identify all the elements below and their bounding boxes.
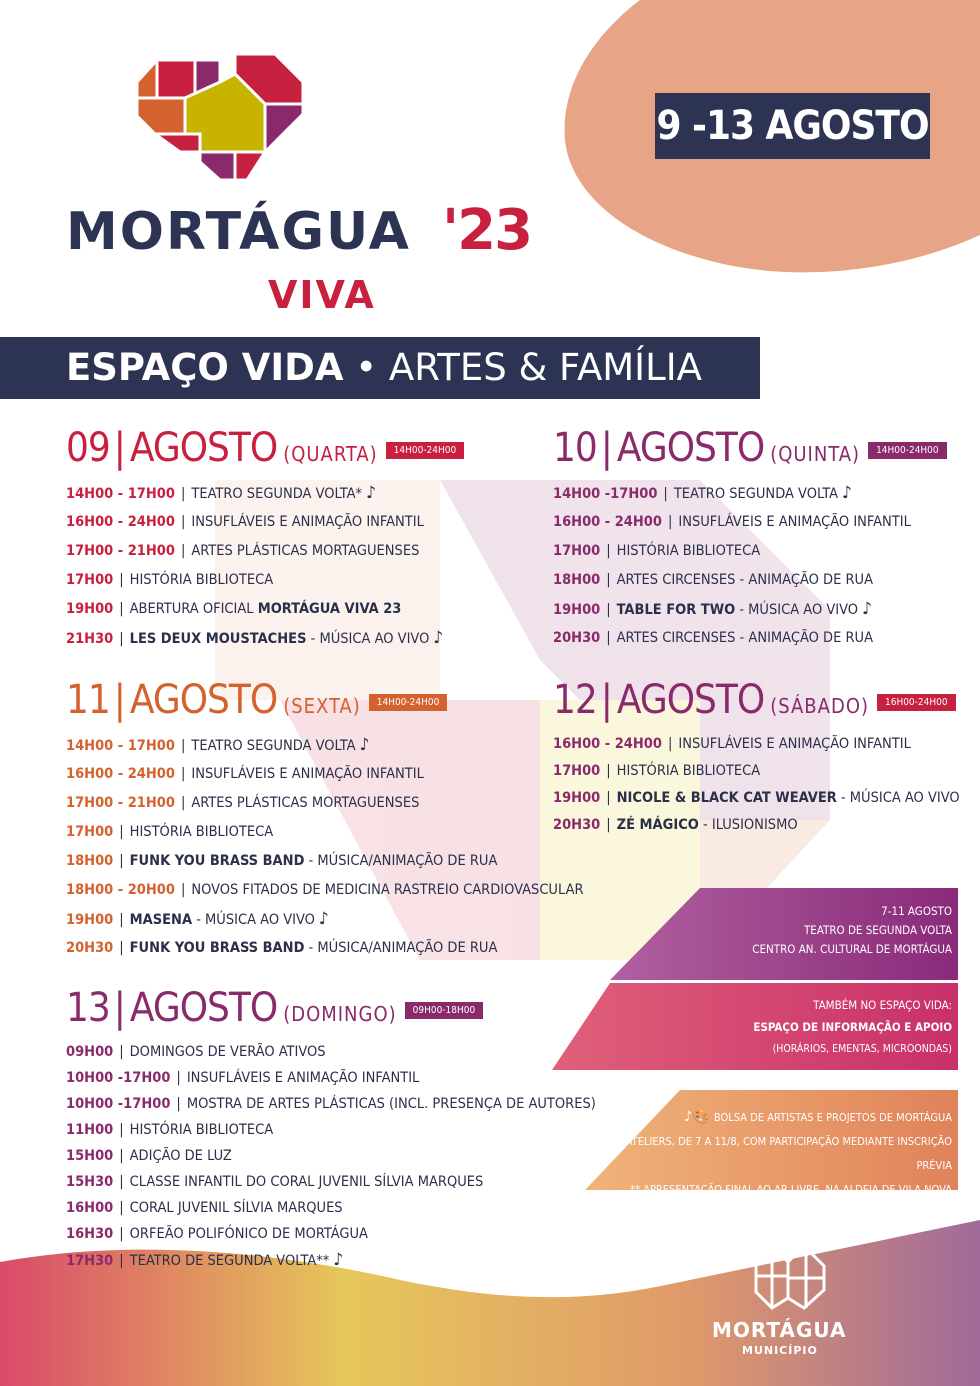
event-row	[66, 876, 584, 905]
event-title-part: CORAL JUVENIL SÍLVIA MARQUES	[129, 1200, 343, 1216]
event-time: 16H30	[66, 1226, 114, 1242]
logo-tagline: VIVA	[268, 273, 376, 317]
event-title-part: INSUFLÁVEIS E ANIMAÇÃO INFANTIL	[191, 514, 424, 530]
palette-music-icon: ♪🎨	[684, 1109, 714, 1125]
event-row	[66, 1143, 596, 1169]
event-list	[66, 479, 464, 653]
day-header	[66, 425, 464, 471]
event-separator: |	[119, 601, 124, 617]
event-time: 20H30	[553, 817, 601, 833]
logo-name: MORTÁGUA	[66, 202, 411, 262]
event-row	[553, 785, 960, 812]
event-title-part: CLASSE INFANTIL DO CORAL JUVENIL SÍLVIA MARQUES	[129, 1174, 484, 1190]
event-title-part: TEATRO SEGUNDA VOLTA	[191, 738, 356, 754]
event-separator: |	[119, 853, 124, 869]
event-row	[66, 1195, 596, 1221]
notes-panel	[585, 1105, 952, 1202]
day-weekday: (QUINTA)	[770, 442, 861, 466]
day-hours-badge: 16H00-24H00	[877, 694, 956, 711]
event-time: 09H00	[66, 1044, 114, 1060]
section-bullet: •	[355, 346, 378, 389]
info-panel-intro: TAMBÉM NO ESPAÇO VIDA:	[813, 998, 952, 1012]
event-separator: |	[606, 572, 611, 588]
day-block-10	[553, 425, 947, 653]
event-separator: |	[119, 912, 124, 928]
event-list	[553, 731, 960, 839]
date-banner: 9 -13 AGOSTO	[655, 93, 930, 159]
theatre-panel	[700, 902, 952, 959]
event-title-part: - MÚSICA AO VIVO	[735, 602, 859, 618]
event-row	[553, 758, 960, 785]
day-number: 11	[66, 677, 110, 723]
event-separator: |	[606, 630, 611, 646]
day-separator: |	[113, 985, 126, 1031]
day-header	[553, 425, 947, 471]
event-title-part: - MÚSICA AO VIVO	[306, 631, 430, 647]
event-row	[66, 847, 584, 876]
event-row	[553, 624, 947, 653]
event-title-part: TEATRO SEGUNDA VOLTA	[673, 486, 839, 502]
event-time: 19H00	[553, 790, 601, 806]
day-month: AGOSTO	[616, 425, 765, 471]
day-weekday: (SEXTA)	[283, 694, 361, 718]
event-separator: |	[119, 572, 124, 588]
event-list	[66, 731, 584, 963]
event-time: 15H30	[66, 1174, 114, 1190]
event-time: 17H00	[553, 763, 601, 779]
event-title-part: HISTÓRIA BIBLIOTECA	[616, 543, 761, 559]
event-separator: |	[180, 882, 186, 898]
event-title-part: NICOLE & BLACK CAT WEAVER	[616, 790, 837, 806]
event-time: 18H00	[553, 572, 601, 588]
event-title-part: ARTES CIRCENSES - ANIMAÇÃO DE RUA	[616, 630, 874, 646]
day-month: AGOSTO	[129, 425, 278, 471]
day-header	[66, 985, 596, 1031]
event-row	[553, 731, 960, 758]
event-separator: |	[119, 1253, 124, 1269]
event-row	[66, 508, 464, 537]
day-block-09	[66, 425, 464, 653]
section-title-light: ARTES & FAMÍLIA	[388, 346, 702, 389]
event-row	[66, 934, 584, 963]
event-time: 18H00	[66, 853, 114, 869]
event-separator: |	[180, 486, 186, 502]
event-time: 16H00 - 24H00	[66, 514, 175, 530]
event-row	[66, 760, 584, 789]
event-title-part: INSUFLÁVEIS E ANIMAÇÃO INFANTIL	[191, 766, 424, 782]
music-palette-icon: ♪	[359, 735, 370, 755]
event-time: 17H00	[553, 543, 601, 559]
event-time: 16H00	[66, 1200, 114, 1216]
info-panel-title: ESPAÇO DE INFORMAÇÃO E APOIO	[753, 1020, 952, 1034]
event-row	[66, 1091, 596, 1117]
event-title-part: - ILUSIONISMO	[698, 817, 798, 833]
event-title-part: INSUFLÁVEIS E ANIMAÇÃO INFANTIL	[186, 1070, 420, 1086]
event-row	[66, 566, 464, 595]
footer-subtitle: MUNICÍPIO	[742, 1344, 818, 1357]
event-time: 19H00	[66, 912, 114, 928]
event-separator: |	[119, 824, 124, 840]
event-time: 16H00 - 24H00	[553, 736, 662, 752]
event-row	[553, 537, 947, 566]
event-separator: |	[606, 602, 611, 618]
event-time: 10H00 -17H00	[66, 1070, 171, 1086]
theatre-panel-dates: 7-11 AGOSTO	[881, 904, 952, 918]
event-separator: |	[119, 1200, 124, 1216]
day-block-11	[66, 677, 584, 963]
event-time: 11H00	[66, 1122, 114, 1138]
day-weekday: (DOMINGO)	[283, 1002, 397, 1026]
event-title-part: ADIÇÃO DE LUZ	[129, 1148, 232, 1164]
notes-artists: BOLSA DE ARTISTAS E PROJETOS DE MORTÁGUA	[713, 1111, 952, 1124]
event-row	[66, 731, 584, 760]
event-title-part: INSUFLÁVEIS E ANIMAÇÃO INFANTIL	[678, 736, 911, 752]
section-title-bar	[0, 337, 760, 399]
event-title-part: ORFEÃO POLIFÓNICO DE MORTÁGUA	[129, 1226, 368, 1242]
event-row	[553, 812, 960, 839]
event-title-part: - MÚSICA/ANIMAÇÃO DE RUA	[304, 940, 498, 956]
day-block-13	[66, 985, 596, 1273]
section-title-bold: ESPAÇO VIDA	[66, 346, 344, 389]
day-hours-badge: 09H00-18H00	[405, 1002, 484, 1019]
day-hours-badge: 14H00-24H00	[386, 442, 465, 459]
event-title-part: LES DEUX MOUSTACHES	[129, 631, 307, 647]
event-time: 20H30	[553, 630, 601, 646]
event-row	[553, 595, 947, 624]
event-row	[66, 1117, 596, 1143]
event-title-part: - MÚSICA/ANIMAÇÃO DE RUA	[304, 853, 498, 869]
theatre-panel-venue: CENTRO AN. CULTURAL DE MORTÁGUA	[752, 942, 952, 956]
event-time: 20H30	[66, 940, 114, 956]
event-row	[66, 1221, 596, 1247]
event-row	[66, 818, 584, 847]
event-separator: |	[180, 795, 186, 811]
event-separator: |	[176, 1070, 181, 1086]
music-palette-icon: ♪	[318, 909, 329, 929]
day-weekday: (QUARTA)	[283, 442, 378, 466]
event-title-part: ARTES PLÁSTICAS MORTAGUENSES	[191, 543, 420, 559]
music-palette-icon: ♪	[433, 628, 444, 648]
day-weekday: (SÁBADO)	[770, 694, 869, 718]
event-time: 16H00 - 24H00	[553, 514, 662, 530]
event-separator: |	[119, 631, 124, 647]
notes-footnote-1: * 5 ATELIERS, DE 7 A 11/8, COM PARTICIPAÇÃO MEDIANTE INSCRIÇÃO PRÉVIA	[608, 1135, 952, 1172]
event-list	[553, 479, 947, 653]
day-month: AGOSTO	[129, 677, 278, 723]
event-title-part: HISTÓRIA BIBLIOTECA	[129, 1122, 274, 1138]
event-row	[66, 537, 464, 566]
event-time: 14H00 -17H00	[553, 486, 658, 502]
event-time: 17H00 - 21H00	[66, 543, 175, 559]
event-separator: |	[180, 738, 186, 754]
event-time: 17H00 - 21H00	[66, 795, 175, 811]
day-hours-badge: 14H00-24H00	[868, 442, 947, 459]
event-separator: |	[663, 486, 668, 502]
event-separator: |	[119, 1226, 124, 1242]
info-panel-detail: (HORÁRIOS, EMENTAS, MICROONDAS)	[772, 1043, 952, 1055]
logo-year: '23	[442, 198, 532, 263]
event-separator: |	[119, 1044, 124, 1060]
event-title-part: MOSTRA DE ARTES PLÁSTICAS (INCL. PRESENÇA DE AUTORES)	[186, 1096, 596, 1112]
day-month: AGOSTO	[129, 985, 278, 1031]
event-title-part: ZÉ MÁGICO	[616, 817, 699, 833]
theatre-panel-title: TEATRO DE SEGUNDA VOLTA	[803, 923, 952, 937]
day-separator: |	[600, 677, 613, 723]
heart-logo-icon	[135, 52, 305, 182]
music-palette-icon: ♪	[366, 483, 376, 503]
event-title-part: MASENA	[129, 912, 193, 928]
event-title-part: TEATRO DE SEGUNDA VOLTA**	[129, 1253, 330, 1269]
event-row	[553, 566, 947, 595]
event-row	[553, 479, 947, 508]
event-separator: |	[119, 1174, 124, 1190]
event-title-part: ARTES CIRCENSES - ANIMAÇÃO DE RUA	[616, 572, 874, 588]
event-separator: |	[606, 763, 611, 779]
event-time: 14H00 - 17H00	[66, 738, 175, 754]
event-time: 19H00	[66, 601, 114, 617]
day-header	[66, 677, 584, 723]
event-title-part: FUNK YOU BRASS BAND	[129, 940, 305, 956]
event-row	[66, 789, 584, 818]
event-time: 10H00 -17H00	[66, 1096, 171, 1112]
event-separator: |	[119, 940, 124, 956]
day-block-12	[553, 677, 960, 839]
day-number: 10	[553, 425, 597, 471]
day-separator: |	[113, 425, 126, 471]
event-row	[66, 1169, 596, 1195]
event-title-part: ARTES PLÁSTICAS MORTAGUENSES	[191, 795, 420, 811]
event-row	[66, 905, 584, 934]
event-row	[66, 1247, 596, 1273]
event-title-part: DOMINGOS DE VERÃO ATIVOS	[129, 1044, 326, 1060]
event-time: 16H00 - 24H00	[66, 766, 175, 782]
day-number: 12	[553, 677, 597, 723]
music-palette-icon: ♪	[862, 599, 872, 619]
notes-footnote-2: ** APRESENTAÇÃO FINAL AO AR LIVRE, NA ALDEIA DE VILA NOVA	[630, 1183, 952, 1196]
event-title-part: FUNK YOU BRASS BAND	[129, 853, 305, 869]
event-time: 21H30	[66, 631, 114, 647]
event-separator: |	[667, 736, 673, 752]
day-hours-badge: 14H00-24H00	[369, 694, 448, 711]
event-row	[553, 508, 947, 537]
event-time: 15H00	[66, 1148, 114, 1164]
event-time: 17H30	[66, 1253, 114, 1269]
event-separator: |	[119, 1148, 124, 1164]
event-title-part: ABERTURA OFICIAL	[129, 601, 258, 617]
day-separator: |	[600, 425, 613, 471]
event-separator: |	[119, 1122, 124, 1138]
event-title-part: INSUFLÁVEIS E ANIMAÇÃO INFANTIL	[678, 514, 911, 530]
music-palette-icon: ♪	[842, 483, 852, 503]
event-title-part: HISTÓRIA BIBLIOTECA	[616, 763, 761, 779]
event-separator: |	[667, 514, 673, 530]
event-row	[66, 624, 464, 653]
info-panel	[600, 994, 952, 1060]
event-time: 18H00 - 20H00	[66, 882, 175, 898]
event-title-part: HISTÓRIA BIBLIOTECA	[129, 824, 274, 840]
event-title-part: - MÚSICA AO VIVO	[836, 790, 960, 806]
music-palette-icon: ♪	[333, 1250, 344, 1270]
event-row	[66, 1065, 596, 1091]
event-separator: |	[606, 817, 611, 833]
event-title-part: TEATRO SEGUNDA VOLTA*	[191, 486, 363, 502]
event-list	[66, 1039, 596, 1273]
event-row	[66, 1039, 596, 1065]
event-time: 17H00	[66, 824, 114, 840]
day-header	[553, 677, 960, 723]
event-separator: |	[180, 514, 186, 530]
event-separator: |	[606, 790, 611, 806]
day-separator: |	[113, 677, 126, 723]
event-title-part: - MÚSICA AO VIVO	[192, 912, 315, 928]
event-title-part: NOVOS FITADOS DE MEDICINA RASTREIO CARDIOVASCULAR	[191, 882, 584, 898]
event-separator: |	[176, 1096, 181, 1112]
day-number: 13	[66, 985, 110, 1031]
event-row	[66, 595, 464, 624]
footer-name: MORTÁGUA	[712, 1318, 847, 1342]
event-separator: |	[180, 766, 186, 782]
event-separator: |	[180, 543, 186, 559]
event-time: 17H00	[66, 572, 114, 588]
day-month: AGOSTO	[616, 677, 765, 723]
event-title-part: TABLE FOR TWO	[616, 602, 736, 618]
municipio-logo-icon	[750, 1238, 830, 1310]
event-title-part: MORTÁGUA VIVA 23	[257, 601, 402, 617]
day-number: 09	[66, 425, 110, 471]
event-separator: |	[606, 543, 611, 559]
event-title-part: HISTÓRIA BIBLIOTECA	[129, 572, 274, 588]
event-time: 19H00	[553, 602, 601, 618]
event-time: 14H00 - 17H00	[66, 486, 175, 502]
event-row	[66, 479, 464, 508]
